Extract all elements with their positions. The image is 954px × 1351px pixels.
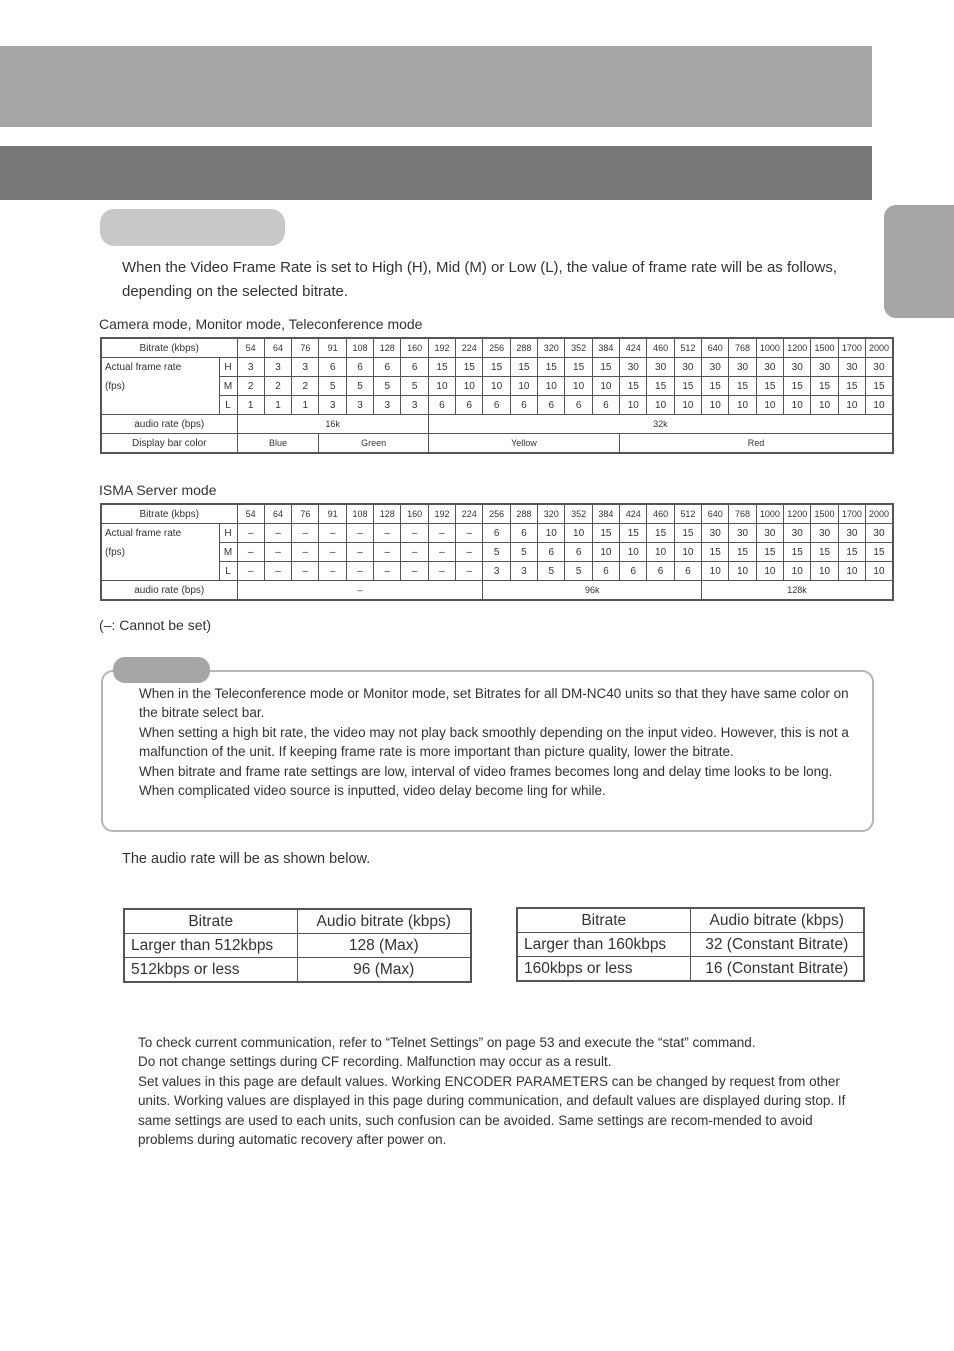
bitrate-cell: 460 xyxy=(647,504,674,524)
fps-cell: 10 xyxy=(592,377,619,396)
bitrate-cell: 1500 xyxy=(811,504,838,524)
fps-cell: 30 xyxy=(866,524,893,543)
table-cell: 96 (Max) xyxy=(297,958,471,983)
bitrate-cell: 91 xyxy=(319,504,346,524)
audio-rate-cell: 128k xyxy=(702,581,893,601)
fps-cell: 10 xyxy=(866,562,893,581)
fps-cell: 10 xyxy=(428,377,455,396)
fps-cell: – xyxy=(264,543,291,562)
note-item: When bitrate and frame rate settings are low, interval of video frames becomes long and delay time looks to be long. xyxy=(139,763,833,779)
bitrate-cell: 54 xyxy=(237,504,264,524)
audio-table-left xyxy=(123,908,472,983)
bottom-notes xyxy=(138,1033,853,1149)
fps-cell: 15 xyxy=(592,358,619,377)
fps-cell: 3 xyxy=(483,562,510,581)
fps-cell: 6 xyxy=(510,396,537,415)
fps-cell: 15 xyxy=(838,543,865,562)
frame-rate-table-isma xyxy=(100,503,894,601)
fps-cell: 10 xyxy=(620,543,647,562)
audio-rate-cell: 32k xyxy=(428,415,893,434)
fps-cell: 6 xyxy=(456,396,483,415)
fps-cell: 15 xyxy=(565,358,592,377)
fps-cell: 6 xyxy=(346,358,373,377)
bitrate-cell: 2000 xyxy=(866,338,893,358)
bitrate-cell: 108 xyxy=(346,338,373,358)
fps-cell: 30 xyxy=(647,358,674,377)
fps-cell: 30 xyxy=(756,358,783,377)
audio-rate-cell: – xyxy=(237,581,483,601)
fps-cell: – xyxy=(319,543,346,562)
fps-cell: – xyxy=(346,524,373,543)
fps-cell: 30 xyxy=(811,358,838,377)
fps-cell: 1 xyxy=(237,396,264,415)
note-item: When setting a high bit rate, the video may not play back smoothly depending on the input video. However, this is not a malfunction of the unit. If keeping frame rate is more important than picture quality, lower the bitrate. xyxy=(139,724,849,760)
bitrate-cell: 424 xyxy=(620,338,647,358)
bitrate-cell: 1700 xyxy=(838,338,865,358)
fps-cell: 2 xyxy=(237,377,264,396)
bitrate-cell: 128 xyxy=(374,504,401,524)
fps-cell: – xyxy=(346,543,373,562)
bitrate-cell: 76 xyxy=(292,338,319,358)
fps-cell: – xyxy=(401,543,428,562)
bitrate-cell: 352 xyxy=(565,338,592,358)
frame-rate-row xyxy=(101,562,893,581)
fps-cell: 30 xyxy=(838,358,865,377)
fps-cell: 10 xyxy=(483,377,510,396)
fps-cell: 15 xyxy=(756,377,783,396)
fps-cell: 10 xyxy=(756,562,783,581)
fps-cell: 2 xyxy=(292,377,319,396)
fps-cell: – xyxy=(292,562,319,581)
fps-cell: 10 xyxy=(811,396,838,415)
fps-cell: 10 xyxy=(729,562,756,581)
fps-cell: 10 xyxy=(702,562,729,581)
fps-cell: 30 xyxy=(620,358,647,377)
fps-cell: 15 xyxy=(784,543,811,562)
bitrate-header: Bitrate (kbps) xyxy=(101,504,237,524)
bitrate-cell: 128 xyxy=(374,338,401,358)
bitrate-cell: 256 xyxy=(483,338,510,358)
fps-cell: 5 xyxy=(483,543,510,562)
fps-cell: 6 xyxy=(592,562,619,581)
table1-caption: Camera mode, Monitor mode, Teleconference mode xyxy=(99,316,423,332)
fps-cell: 15 xyxy=(483,358,510,377)
bitrate-cell: 2000 xyxy=(866,504,893,524)
fps-cell: 5 xyxy=(538,562,565,581)
bitrate-cell: 320 xyxy=(538,504,565,524)
bitrate-cell: 76 xyxy=(292,504,319,524)
fps-cell: 6 xyxy=(565,396,592,415)
table-cell: Larger than 160kbps xyxy=(517,933,690,957)
fps-cell: – xyxy=(456,543,483,562)
fps-cell: 2 xyxy=(264,377,291,396)
fps-cell: 10 xyxy=(538,524,565,543)
fps-cell: 30 xyxy=(784,358,811,377)
fps-cell: 15 xyxy=(620,377,647,396)
fps-cell: – xyxy=(401,524,428,543)
audio-label: audio rate (bps) xyxy=(101,415,237,434)
bitrate-cell: 384 xyxy=(592,504,619,524)
fps-cell: 5 xyxy=(401,377,428,396)
fps-cell: – xyxy=(237,524,264,543)
fps-cell: – xyxy=(428,562,455,581)
fps-cell: 30 xyxy=(729,358,756,377)
fps-cell: 6 xyxy=(538,543,565,562)
fps-cell: 30 xyxy=(866,358,893,377)
fps-cell: 10 xyxy=(538,377,565,396)
bitrate-cell: 1000 xyxy=(756,338,783,358)
fps-cell: 5 xyxy=(374,377,401,396)
fps-cell: 1 xyxy=(292,396,319,415)
fps-cell: 6 xyxy=(428,396,455,415)
bitrate-cell: 1200 xyxy=(784,338,811,358)
row-label: (fps) xyxy=(101,543,219,562)
fps-cell: 15 xyxy=(811,543,838,562)
table-cell: 160kbps or less xyxy=(517,957,690,982)
level-cell: L xyxy=(219,562,237,581)
fps-cell: 30 xyxy=(702,524,729,543)
fps-cell: 15 xyxy=(674,377,701,396)
fps-cell: – xyxy=(374,543,401,562)
fps-cell: 3 xyxy=(264,358,291,377)
fps-cell: 30 xyxy=(756,524,783,543)
fps-cell: 6 xyxy=(401,358,428,377)
fps-cell: 10 xyxy=(510,377,537,396)
fps-cell: 6 xyxy=(483,524,510,543)
bottom-note-item: To check current communication, refer to “Telnet Settings” on page 53 and execute the “stat” command. xyxy=(138,1035,756,1050)
fps-cell: 15 xyxy=(838,377,865,396)
level-cell: M xyxy=(219,543,237,562)
fps-cell: 10 xyxy=(866,396,893,415)
note-text xyxy=(139,684,854,800)
fps-cell: – xyxy=(346,562,373,581)
fps-cell: 30 xyxy=(729,524,756,543)
fps-cell: 15 xyxy=(647,377,674,396)
fps-cell: – xyxy=(237,543,264,562)
bitrate-cell: 108 xyxy=(346,504,373,524)
audio-label: audio rate (bps) xyxy=(101,581,237,601)
fps-cell: 15 xyxy=(538,358,565,377)
fps-cell: 15 xyxy=(729,543,756,562)
fps-cell: – xyxy=(319,524,346,543)
fps-cell: 10 xyxy=(838,396,865,415)
fps-cell: 10 xyxy=(565,524,592,543)
fps-cell: 5 xyxy=(319,377,346,396)
fps-cell: 10 xyxy=(674,543,701,562)
fps-cell: 30 xyxy=(811,524,838,543)
fps-cell: 15 xyxy=(866,543,893,562)
fps-cell: – xyxy=(401,562,428,581)
bar-color-cell: Blue xyxy=(237,434,319,454)
bitrate-cell: 384 xyxy=(592,338,619,358)
fps-cell: – xyxy=(456,562,483,581)
level-cell: L xyxy=(219,396,237,415)
audio-table-right xyxy=(516,907,865,982)
fps-cell: 3 xyxy=(237,358,264,377)
fps-cell: 15 xyxy=(510,358,537,377)
fps-cell: 10 xyxy=(674,396,701,415)
audio-rate-cell: 16k xyxy=(237,415,428,434)
bar-color-cell: Yellow xyxy=(428,434,619,454)
fps-cell: 6 xyxy=(483,396,510,415)
row-label xyxy=(101,396,219,415)
audio-rate-row xyxy=(101,581,893,601)
table-cell: 16 (Constant Bitrate) xyxy=(690,957,864,982)
fps-cell: 15 xyxy=(647,524,674,543)
fps-cell: 10 xyxy=(756,396,783,415)
table-cell: 512kbps or less xyxy=(124,958,297,983)
fps-cell: 15 xyxy=(428,358,455,377)
intro-text: When the Video Frame Rate is set to High (H), Mid (M) or Low (L), the value of frame rate will be as follows, depending on the selected bitrate. xyxy=(122,259,837,300)
note-item: When in the Teleconference mode or Monitor mode, set Bitrates for all DM-NC40 units so that they have same color on the bitrate select bar. xyxy=(139,686,849,721)
fps-cell: 6 xyxy=(592,396,619,415)
audio-intro-text: The audio rate will be as shown below. xyxy=(122,851,371,867)
bottom-note-item: Set values in this page are default values. Working ENCODER PARAMETERS can be changed by request from other units. Working values are displayed in this page during communication, and default values are displayed during stop. If same settings are used to each units, such confusion can be avoided. Same settings are recom-mended to avoid problems during automatic recovery after power on. xyxy=(138,1073,846,1148)
table-cell: Larger than 512kbps xyxy=(124,934,297,958)
frame-rate-row xyxy=(101,396,893,415)
fps-cell: – xyxy=(374,562,401,581)
section-label-pill xyxy=(100,209,285,246)
fps-cell: 10 xyxy=(620,396,647,415)
fps-cell: 10 xyxy=(784,562,811,581)
fps-cell: 10 xyxy=(592,543,619,562)
table-cell: 128 (Max) xyxy=(297,934,471,958)
bitrate-cell: 288 xyxy=(510,338,537,358)
bitrate-cell: 256 xyxy=(483,504,510,524)
fps-cell: 5 xyxy=(346,377,373,396)
fps-cell: 10 xyxy=(729,396,756,415)
fps-cell: – xyxy=(428,524,455,543)
bar-color-cell: Red xyxy=(620,434,893,454)
header-cell: Audio bitrate (kbps) xyxy=(690,908,864,933)
fps-cell: – xyxy=(292,524,319,543)
note-item: When complicated video source is inputted, video delay become ling for while. xyxy=(139,783,606,799)
fps-cell: 15 xyxy=(866,377,893,396)
side-tab xyxy=(884,205,954,318)
fps-cell: 3 xyxy=(292,358,319,377)
bitrate-cell: 768 xyxy=(729,504,756,524)
bitrate-cell: 320 xyxy=(538,338,565,358)
fps-cell: 6 xyxy=(647,562,674,581)
bitrate-cell: 224 xyxy=(456,504,483,524)
bitrate-cell: 288 xyxy=(510,504,537,524)
fps-cell: – xyxy=(374,524,401,543)
fps-cell: – xyxy=(237,562,264,581)
fps-cell: 10 xyxy=(647,543,674,562)
color-row xyxy=(101,434,893,454)
table-cell: 32 (Constant Bitrate) xyxy=(690,933,864,957)
fps-cell: 15 xyxy=(592,524,619,543)
level-cell: H xyxy=(219,358,237,377)
header-row xyxy=(101,504,893,524)
bitrate-cell: 424 xyxy=(620,504,647,524)
bitrate-cell: 1000 xyxy=(756,504,783,524)
fps-cell: – xyxy=(292,543,319,562)
fps-cell: 30 xyxy=(784,524,811,543)
frame-rate-row xyxy=(101,524,893,543)
fps-cell: 1 xyxy=(264,396,291,415)
header-cell: Bitrate xyxy=(124,909,297,934)
fps-cell: 6 xyxy=(538,396,565,415)
fps-cell: 6 xyxy=(620,562,647,581)
fps-cell: 15 xyxy=(456,358,483,377)
fps-cell: 6 xyxy=(374,358,401,377)
bitrate-cell: 768 xyxy=(729,338,756,358)
fps-cell: 15 xyxy=(756,543,783,562)
row-label: Actual frame rate xyxy=(101,358,219,377)
fps-cell: 6 xyxy=(674,562,701,581)
table2-caption: ISMA Server mode xyxy=(99,482,217,498)
bitrate-cell: 160 xyxy=(401,504,428,524)
audio-rate-row xyxy=(101,415,893,434)
fps-cell: 15 xyxy=(674,524,701,543)
audio-rate-cell: 96k xyxy=(483,581,702,601)
frame-rate-table-standard xyxy=(100,337,894,454)
header-row xyxy=(101,338,893,358)
bitrate-cell: 512 xyxy=(674,504,701,524)
header-cell: Bitrate xyxy=(517,908,690,933)
row-label xyxy=(101,562,219,581)
fps-cell: 5 xyxy=(565,562,592,581)
bitrate-cell: 224 xyxy=(456,338,483,358)
bottom-note-item: Do not change settings during CF recording. Malfunction may occur as a result. xyxy=(138,1054,612,1070)
fps-cell: 6 xyxy=(319,358,346,377)
fps-cell: 30 xyxy=(838,524,865,543)
fps-cell: 10 xyxy=(456,377,483,396)
fps-cell: – xyxy=(319,562,346,581)
note-label-pill xyxy=(113,657,210,683)
fps-cell: 15 xyxy=(620,524,647,543)
cannot-set-note: (–: Cannot be set) xyxy=(99,617,212,633)
bitrate-cell: 640 xyxy=(702,504,729,524)
row-label: Actual frame rate xyxy=(101,524,219,543)
row-label: (fps) xyxy=(101,377,219,396)
fps-cell: 6 xyxy=(510,524,537,543)
fps-cell: 10 xyxy=(647,396,674,415)
bitrate-cell: 512 xyxy=(674,338,701,358)
bitrate-cell: 352 xyxy=(565,504,592,524)
fps-cell: – xyxy=(264,524,291,543)
bitrate-cell: 160 xyxy=(401,338,428,358)
bitrate-cell: 460 xyxy=(647,338,674,358)
bitrate-cell: 1700 xyxy=(838,504,865,524)
fps-cell: 15 xyxy=(702,377,729,396)
fps-cell: 10 xyxy=(811,562,838,581)
fps-cell: 3 xyxy=(374,396,401,415)
level-cell: M xyxy=(219,377,237,396)
fps-cell: 15 xyxy=(811,377,838,396)
fps-cell: 6 xyxy=(565,543,592,562)
fps-cell: 15 xyxy=(702,543,729,562)
level-cell: H xyxy=(219,524,237,543)
frame-rate-row xyxy=(101,377,893,396)
bitrate-cell: 91 xyxy=(319,338,346,358)
bitrate-header: Bitrate (kbps) xyxy=(101,338,237,358)
fps-cell: 10 xyxy=(784,396,811,415)
bar-color-cell: Green xyxy=(319,434,428,454)
fps-cell: 15 xyxy=(784,377,811,396)
bitrate-cell: 1200 xyxy=(784,504,811,524)
bitrate-cell: 192 xyxy=(428,338,455,358)
fps-cell: 10 xyxy=(702,396,729,415)
fps-cell: 10 xyxy=(838,562,865,581)
bitrate-cell: 64 xyxy=(264,504,291,524)
fps-cell: 3 xyxy=(510,562,537,581)
fps-cell: 15 xyxy=(729,377,756,396)
header-band-top xyxy=(0,46,872,127)
header-cell: Audio bitrate (kbps) xyxy=(297,909,471,934)
bitrate-cell: 1500 xyxy=(811,338,838,358)
fps-cell: – xyxy=(428,543,455,562)
fps-cell: – xyxy=(456,524,483,543)
fps-cell: 3 xyxy=(401,396,428,415)
fps-cell: 3 xyxy=(346,396,373,415)
fps-cell: 30 xyxy=(702,358,729,377)
header-band-section xyxy=(0,146,872,200)
frame-rate-row xyxy=(101,358,893,377)
bitrate-cell: 192 xyxy=(428,504,455,524)
color-label: Display bar color xyxy=(101,434,237,454)
bitrate-cell: 640 xyxy=(702,338,729,358)
fps-cell: – xyxy=(264,562,291,581)
fps-cell: 5 xyxy=(510,543,537,562)
fps-cell: 3 xyxy=(319,396,346,415)
frame-rate-row xyxy=(101,543,893,562)
bitrate-cell: 64 xyxy=(264,338,291,358)
fps-cell: 10 xyxy=(565,377,592,396)
fps-cell: 30 xyxy=(674,358,701,377)
bitrate-cell: 54 xyxy=(237,338,264,358)
